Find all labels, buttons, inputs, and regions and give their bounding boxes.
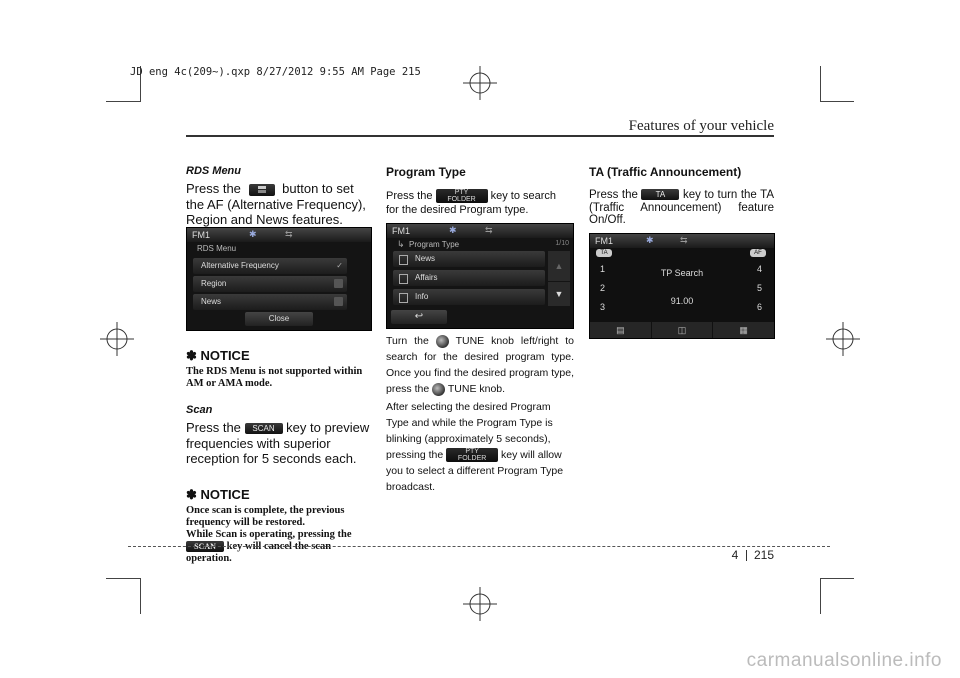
registration-mark-icon bbox=[463, 66, 497, 100]
bluetooth-icon: ✱ bbox=[249, 229, 257, 239]
crop-mark bbox=[820, 66, 821, 102]
scan-key: SCAN bbox=[245, 423, 283, 434]
back-button[interactable]: ↩ bbox=[391, 310, 447, 324]
program-type-heading: Program Type bbox=[386, 165, 466, 179]
footer-rule bbox=[128, 546, 830, 547]
tune-knob-icon bbox=[436, 335, 449, 348]
ta-text: Press the TA key to turn the TA (Traffic Announcement) feature On/Off. bbox=[589, 189, 774, 226]
crop-mark bbox=[106, 578, 140, 579]
preset-2[interactable]: 2 bbox=[600, 283, 606, 293]
list-icon bbox=[399, 274, 408, 284]
af-badge: AF bbox=[750, 249, 766, 257]
notice-text: Once scan is complete, the previous frequency will be restored. While Scan is operating, pressing the SCAN key will cancel the scan operation. bbox=[186, 504, 352, 564]
notice-heading: ✽ NOTICE bbox=[186, 348, 250, 363]
program-item-info[interactable]: Info bbox=[393, 289, 545, 305]
program-type-title: Program Type bbox=[409, 240, 460, 249]
ta-badge: TA bbox=[596, 249, 612, 257]
crop-mark bbox=[820, 578, 821, 614]
program-select-text: After selecting the desired Program Type and while the Program Type is blinking (approximately 5 seconds), pressing the PTY FOLDER key will allow you to select a different Program Type broadcast. bbox=[386, 401, 564, 493]
rds-menu-text: Press the button to set the AF (Alternative Frequency), Region and News features. bbox=[186, 181, 366, 227]
band-label: FM1 bbox=[595, 236, 613, 246]
list-icon bbox=[399, 255, 408, 265]
scroll-up-button[interactable]: ▲ bbox=[548, 251, 570, 281]
frequency-display: 91.00 bbox=[670, 296, 694, 306]
notice-text: The RDS Menu is not supported within AM or AMA mode. bbox=[186, 366, 363, 389]
menu-grid-button[interactable]: ▦ bbox=[739, 325, 748, 335]
section-title: Features of your vehicle bbox=[628, 118, 774, 134]
program-type-screen bbox=[386, 223, 574, 329]
tune-knob-icon bbox=[432, 383, 445, 396]
watermark: carmanualsonline.info bbox=[746, 650, 942, 671]
band-label: FM1 bbox=[392, 226, 410, 236]
bluetooth-icon: ✱ bbox=[449, 225, 457, 235]
program-type-text: Press the PTY FOLDER key to search for the desired Program type. bbox=[386, 189, 557, 217]
rds-menu-title: RDS Menu bbox=[197, 244, 237, 253]
crop-mark bbox=[820, 578, 854, 579]
scan-key: SCAN bbox=[186, 541, 224, 552]
checkbox-icon bbox=[334, 297, 343, 306]
bottom-button-bar bbox=[590, 322, 774, 338]
check-icon: ✓ bbox=[336, 261, 343, 270]
usb-icon: ⇆ bbox=[285, 229, 293, 239]
program-type-count: 1/10 bbox=[555, 240, 569, 247]
crop-mark bbox=[140, 578, 141, 614]
ta-screen bbox=[589, 233, 775, 339]
back-arrow-icon: ↳ bbox=[397, 239, 405, 249]
scan-heading: Scan bbox=[186, 404, 213, 416]
crop-mark bbox=[820, 101, 854, 102]
crop-mark bbox=[106, 101, 140, 102]
print-slug: JD eng 4c(209~).qxp 8/27/2012 9:55 AM Page 215 bbox=[130, 66, 421, 78]
preset-5[interactable]: 5 bbox=[756, 283, 762, 293]
radio-info-button[interactable]: ◫ bbox=[652, 322, 714, 338]
tune-knob-text: Turn the TUNE knob left/right to search for the desired program type. Once you find the desired program type, press the TUNE knob. bbox=[386, 335, 575, 395]
preset-1[interactable]: 1 bbox=[600, 264, 606, 274]
ta-key: TA bbox=[641, 189, 679, 200]
rds-item-news[interactable]: News bbox=[193, 294, 347, 310]
tp-search-label: TP Search bbox=[660, 268, 704, 278]
usb-icon: ⇆ bbox=[680, 235, 688, 245]
usb-icon: ⇆ bbox=[485, 225, 493, 235]
menu-key-icon bbox=[249, 184, 275, 196]
notice-heading: ✽ NOTICE bbox=[186, 486, 250, 502]
rds-menu-heading: RDS Menu bbox=[186, 165, 241, 177]
scan-text: Press the SCAN key to preview frequencies with superior reception for 5 seconds each. bbox=[186, 420, 370, 466]
page-number: 4 215 bbox=[731, 548, 774, 562]
radio-list-button[interactable]: ▤ bbox=[590, 322, 652, 338]
checkbox-icon bbox=[334, 279, 343, 288]
header-rule bbox=[186, 135, 774, 137]
list-icon bbox=[399, 293, 408, 303]
program-item-news[interactable]: News bbox=[393, 251, 545, 267]
column-traffic-announcement bbox=[589, 165, 774, 335]
rds-item-af[interactable]: Alternative Frequency ✓ bbox=[193, 258, 347, 274]
program-item-affairs[interactable]: Affairs bbox=[393, 270, 545, 286]
rds-item-region[interactable]: Region bbox=[193, 276, 347, 292]
registration-mark-icon bbox=[463, 587, 497, 621]
registration-mark-icon bbox=[100, 322, 134, 356]
band-label: FM1 bbox=[192, 230, 210, 240]
close-button[interactable]: Close bbox=[245, 312, 313, 326]
registration-mark-icon bbox=[826, 322, 860, 356]
preset-4[interactable]: 4 bbox=[756, 264, 762, 274]
pty-folder-key: PTY FOLDER bbox=[436, 189, 488, 203]
scroll-down-button[interactable]: ▼ bbox=[548, 282, 570, 306]
ta-heading: TA (Traffic Announcement) bbox=[589, 165, 742, 179]
column-program-type bbox=[386, 165, 575, 493]
pty-folder-key: PTY FOLDER bbox=[446, 448, 498, 462]
bluetooth-icon: ✱ bbox=[646, 235, 654, 245]
column-rds bbox=[186, 165, 371, 564]
preset-6[interactable]: 6 bbox=[756, 302, 762, 312]
rds-menu-screen bbox=[186, 227, 372, 331]
preset-3[interactable]: 3 bbox=[600, 302, 606, 312]
